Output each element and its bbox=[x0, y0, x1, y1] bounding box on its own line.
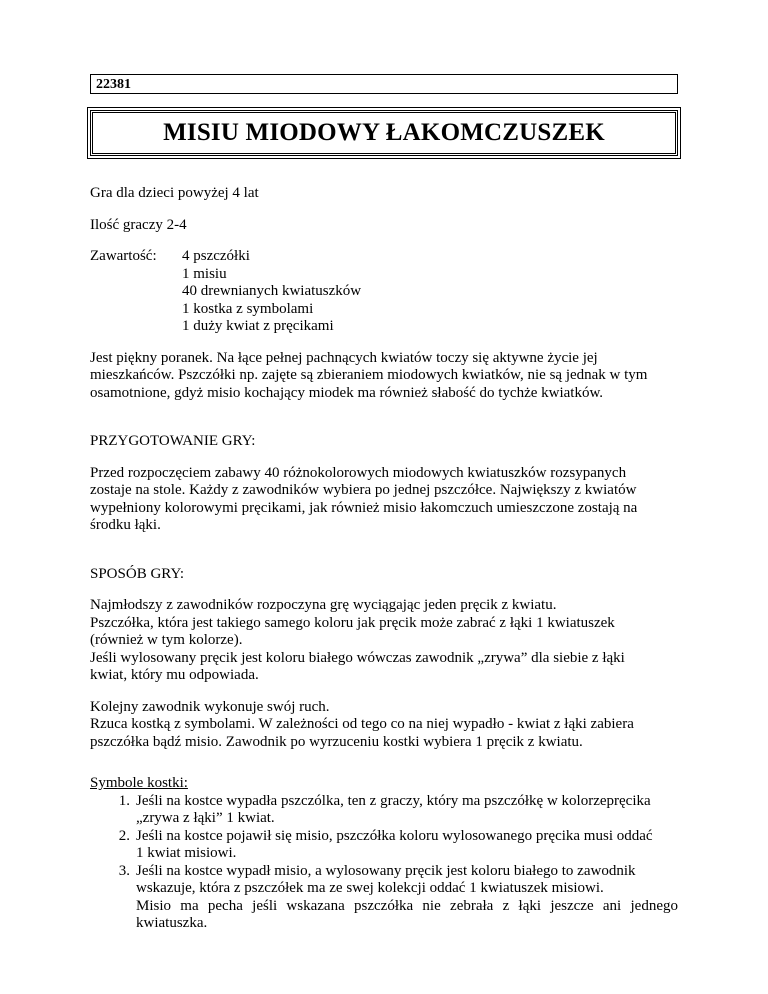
howto-line: Jeśli wylosowany pręcik jest koloru białego wówczas zawodnik „zrywa” dla siebie z łąki bbox=[90, 649, 625, 666]
document-page bbox=[90, 74, 678, 933]
prep-paragraph bbox=[90, 465, 678, 535]
symbols-item-number: 1. bbox=[118, 792, 130, 809]
age-info: Gra dla dzieci powyżej 4 lat bbox=[90, 185, 259, 201]
prep-line: wypełniony kolorowymi pręcikami, jak również misio łakomczuch umieszczone zostają na bbox=[90, 499, 638, 516]
howto-heading: SPOSÓB GRY: bbox=[90, 565, 185, 582]
howto-line: pszczółka bądź misio. Zawodnik po wyrzuceniu kostki wybiera 1 pręcik z kwiatu. bbox=[90, 733, 583, 750]
symbols-line: 1 kwiat misiowi. bbox=[136, 845, 237, 861]
intro-line: Jest piękny poranek. Na łące pełnej pachnących kwiatów toczy się aktywne życie jej bbox=[90, 349, 598, 366]
contents-item: 40 drewnianych kwiatuszków bbox=[182, 283, 362, 299]
product-code: 22381 bbox=[96, 77, 131, 92]
howto-line: Kolejny zawodnik wykonuje swój ruch. bbox=[90, 698, 330, 715]
intro-line: mieszkańców. Pszczółki np. zajęte są zbieraniem miodowych kwiatków, nie są jednak w tym bbox=[90, 367, 648, 383]
contents-item: 4 pszczółki bbox=[182, 248, 250, 264]
prep-heading: PRZYGOTOWANIE GRY: bbox=[90, 433, 256, 449]
howto-line: Najmłodszy z zawodników rozpoczyna grę wyciągając jeden pręcik z kwiatu. bbox=[90, 597, 557, 613]
symbols-item-text bbox=[136, 793, 678, 828]
symbols-heading: Symbole kostki: bbox=[90, 775, 188, 791]
contents-label: Zawartość: bbox=[90, 248, 157, 264]
symbols-item bbox=[90, 828, 678, 863]
product-code-box bbox=[90, 74, 678, 94]
contents-section bbox=[90, 248, 678, 336]
symbols-item bbox=[90, 863, 678, 933]
symbols-line: Jeśli na kostce pojawił się misio, pszczółka koloru wylosowanego pręcika musi oddać bbox=[136, 827, 653, 844]
symbols-line: Jeśli na kostce wypadła pszczólka, ten z graczy, który ma pszczółkę w kolorzepręcika bbox=[136, 792, 651, 809]
howto-line: kwiat, który mu odpowiada. bbox=[90, 667, 259, 683]
symbols-item-text bbox=[136, 863, 678, 933]
symbols-item-number: 2. bbox=[118, 827, 130, 844]
symbols-item bbox=[90, 793, 678, 828]
contents-item: 1 duży kwiat z pręcikami bbox=[182, 318, 334, 334]
intro-paragraph bbox=[90, 350, 678, 403]
prep-line: Przed rozpoczęciem zabawy 40 różnokolorowych miodowych kwiatuszków rozsypanych bbox=[90, 464, 627, 481]
symbols-item-number: 3. bbox=[118, 862, 130, 879]
contents-item: 1 kostka z symbolami bbox=[182, 300, 314, 317]
symbols-line: Misio ma pecha jeśli wskazana pszczółka nie zebrała z łąki jeszcze ani jednego bbox=[136, 897, 678, 914]
prep-line: zostaje na stole. Każdy z zawodników wybiera po jednej pszczółce. Największy z kwiatów bbox=[90, 482, 637, 498]
symbols-line: wskazuje, która z pszczółek ma ze swej kolekcji oddać 1 kwiatuszek misiowi. bbox=[136, 880, 604, 896]
prep-line: środku łąki. bbox=[90, 517, 161, 533]
howto-line: Rzuca kostką z symbolami. W zależności od tego co na niej wypadło - kwiat z łąki zabiera bbox=[90, 716, 634, 732]
howto-line: Pszczółka, która jest takiego samego koloru jak pręcik może zabrać z łąki 1 kwiatuszek bbox=[90, 614, 615, 631]
contents-list bbox=[182, 248, 361, 336]
symbols-line: kwiatuszka. bbox=[136, 915, 208, 931]
symbols-line: Jeśli na kostce wypadł misio, a wylosowany pręcik jest koloru białego to zawodnik bbox=[136, 862, 636, 879]
symbols-list bbox=[90, 793, 678, 933]
howto-line: (również w tym kolorze). bbox=[90, 632, 243, 648]
howto-paragraph-1 bbox=[90, 597, 678, 685]
howto-paragraph-2 bbox=[90, 699, 678, 752]
document-title: MISIU MIODOWY ŁAKOMCZUSZEK bbox=[163, 119, 605, 147]
symbols-line: „zrywa z łąki” 1 kwiat. bbox=[136, 810, 275, 826]
symbols-item-text bbox=[136, 828, 678, 863]
players-info: Ilość graczy 2-4 bbox=[90, 216, 187, 233]
intro-line: osamotnione, gdyż misio kochający miodek ma również słabość do tychże kwiatków. bbox=[90, 384, 604, 401]
contents-item: 1 misiu bbox=[182, 265, 227, 282]
title-box bbox=[90, 110, 678, 156]
